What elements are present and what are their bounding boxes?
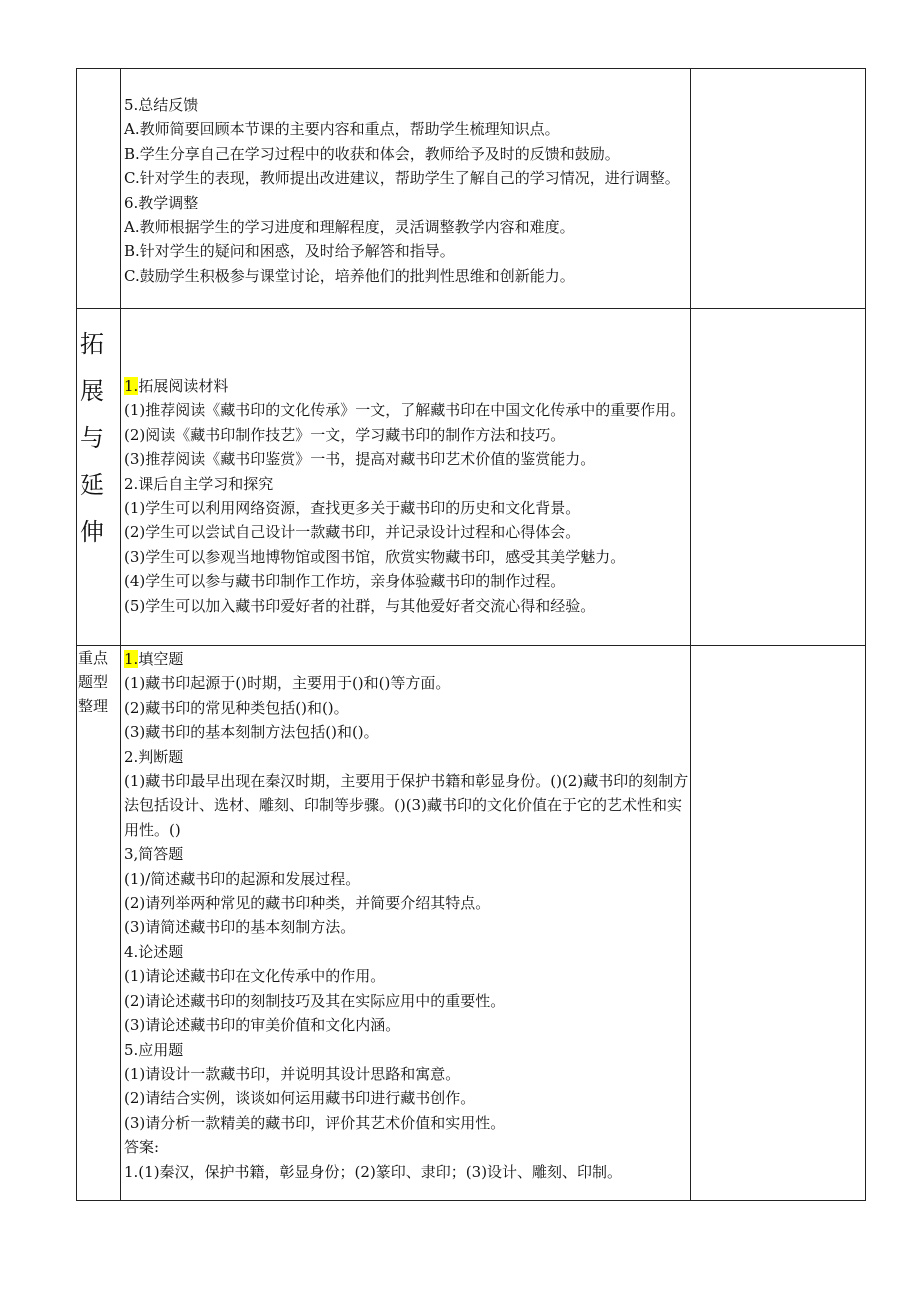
text-line: (2)请论述藏书印的刻制技巧及其在实际应用中的重要性。 [124,991,506,1010]
text-line: B.学生分享自己在学习过程中的收获和体会，教师给予及时的反馈和鼓励。 [124,144,620,163]
section-heading [124,374,690,398]
text-line: (4)学生可以参与藏书印制作工作坊，亲身体验藏书印的制作过程。 [124,572,566,591]
notes-cell [691,646,866,1201]
notes-cell [691,309,866,646]
category-char: 展 [80,377,104,405]
lesson-plan-table [76,68,866,1201]
text-line: 6.教学调整 [124,193,199,212]
category-line: 整理 [78,697,109,715]
text-line: (3)请论述藏书印的审美价值和文化内涵。 [124,1016,401,1035]
table-row-extension [77,309,866,646]
category-char: 伸 [80,518,104,546]
content-cell-key-questions [121,646,691,1201]
text-line: C.鼓励学生积极参与课堂讨论，培养他们的批判性思维和创新能力。 [124,266,575,285]
text-line: (3)推荐阅读《藏书印鉴赏》一书，提高对藏书印艺术价值的鉴赏能力。 [124,450,596,469]
highlighted-number: 1. [124,650,139,668]
section-heading [124,647,690,671]
category-line: 重点 [78,649,109,667]
notes-cell [691,69,866,309]
category-cell-empty [77,69,121,309]
text-line: (1)藏书印起源于()时期，主要用于()和()等方面。 [124,674,451,693]
text-line: A.教师根据学生的学习进度和理解程度，灵活调整教学内容和难度。 [124,218,575,237]
text-line: 3,简答题 [124,845,184,864]
text-line: (1)/简述藏书印的起源和发展过程。 [124,869,361,888]
category-cell-key-questions [77,646,121,1201]
category-char: 延 [80,471,104,499]
text-line: (2)藏书印的常见种类包括()和()。 [124,698,349,717]
text-line: 4.论述题 [124,942,184,961]
text-line: (1)学生可以利用网络资源，查找更多关于藏书印的历史和文化背景。 [124,499,581,518]
table-row-feedback [77,69,866,309]
text-line: (1)藏书印最早出现在秦汉时期，主要用于保护书籍和彰显身份。()(2)藏书印的刻制方法包括设计、选材、雕刻、印制等步骤。()(3)藏书印的文化价值在于它的艺术性和实用性。() [124,772,689,839]
heading-text: 拓展阅读材料 [138,377,229,395]
category-cell-extension [77,309,121,646]
category-line: 题型 [78,673,109,691]
text-line: (2)阅读《藏书印制作技艺》一文，学习藏书印的制作方法和技巧。 [124,425,566,444]
text-line: 5.应用题 [124,1040,184,1059]
text-line: (3)藏书印的基本刻制方法包括()和()。 [124,723,379,742]
text-line: (2)请列举两种常见的藏书印种类，并简要介绍其特点。 [124,894,491,913]
category-char: 与 [80,424,104,452]
text-line: (3)学生可以参观当地博物馆或图书馆，欣赏实物藏书印，感受其美学魅力。 [124,547,626,566]
text-line: B.针对学生的疑问和困惑，及时给予解答和指导。 [124,242,455,261]
text-line: (1)推荐阅读《藏书印的文化传承》一文，了解藏书印在中国文化传承中的重要作用。 [124,401,686,420]
text-line: 5.总结反馈 [124,96,199,114]
text-line: (1)请论述藏书印在文化传承中的作用。 [124,967,386,986]
document-sheet [76,68,865,1201]
text-line: (2)学生可以尝试自己设计一款藏书印，并记录设计过程和心得体会。 [124,523,581,542]
content-cell-feedback [121,69,691,309]
text-line: A.教师简要回顾本节课的主要内容和重点，帮助学生梳理知识点。 [124,120,560,139]
text-line: C.针对学生的表现，教师提出改进建议，帮助学生了解自己的学习情况，进行调整。 [124,169,680,188]
text-line: 答案: [124,1138,160,1157]
text-line: (3)请简述藏书印的基本刻制方法。 [124,918,356,937]
text-line: (2)请结合实例，谈谈如何运用藏书印进行藏书创作。 [124,1089,476,1108]
text-line: 1.(1)秦汉，保护书籍，彰显身份；(2)篆印、隶印；(3)设计、雕刻、印制。 [124,1162,623,1181]
table-row-key-questions [77,646,866,1201]
text-line: 2.课后自主学习和探究 [124,474,274,493]
text-line: (5)学生可以加入藏书印爱好者的社群，与其他爱好者交流心得和经验。 [124,596,596,615]
text-line: (1)请设计一款藏书印，并说明其设计思路和寓意。 [124,1064,461,1083]
content-cell-extension [121,309,691,646]
text-line: 2.判断题 [124,747,184,766]
category-char: 拓 [80,330,104,358]
highlighted-number: 1. [124,377,139,395]
heading-text: 填空题 [138,650,184,668]
text-line: (3)请分析一款精美的藏书印，评价其艺术价值和实用性。 [124,1113,506,1132]
